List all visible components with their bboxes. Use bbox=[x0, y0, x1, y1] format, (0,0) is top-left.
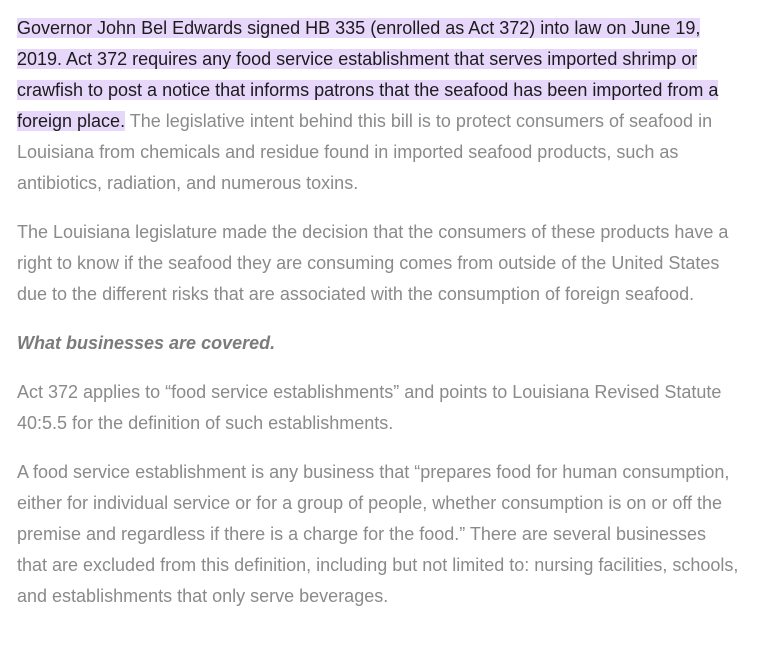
legislature-paragraph: The Louisiana legislature made the decision that the consumers of these products have a right to know if the seafood they are consuming comes from outside of the United States due to the different risks that are associated with the consumption of foreign seafood. bbox=[17, 222, 729, 304]
intro-paragraph bbox=[17, 13, 740, 199]
highlighted-text[interactable]: Governor John Bel Edwards signed HB 335 (enrolled as Act 372) into law on June 19, 2019. Act 372 requires any food service establishment that serves imported shrimp or crawfish to post a notice that informs patrons that the seafood has been imported from a foreign place. bbox=[17, 18, 719, 131]
definition-paragraph: A food service establishment is any business that “prepares food for human consumption, either for individual service or for a group of people, whether consumption is on or off the premise and regardless if there is a charge for the food.” There are several businesses that are excluded from this definition, including but not limited to: nursing facilities, schools, and establishments that only serve beverages. bbox=[17, 462, 739, 606]
act-applies-paragraph: Act 372 applies to “food service establishments” and points to Louisiana Revised Statute 40:5.5 for the definition of such establishments. bbox=[17, 382, 722, 433]
section-heading: What businesses are covered. bbox=[17, 333, 276, 353]
intro-paragraph-rest: The legislative intent behind this bill is to protect consumers of seafood in Louisiana from chemicals and residue found in imported seafood products, such as antibiotics, radiation, and numerous toxins. bbox=[17, 111, 713, 193]
